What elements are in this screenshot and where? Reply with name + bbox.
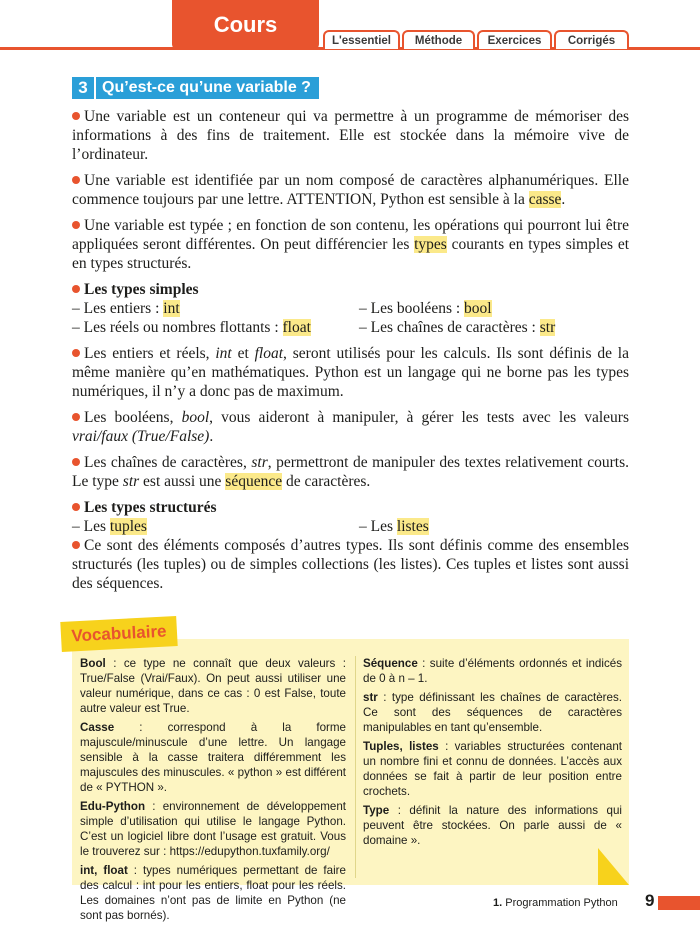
page-number: 9 [645,891,655,910]
highlight-int: int [163,300,180,317]
tab-cours[interactable] [172,0,319,50]
paragraph-text: Une variable est identifiée par un nom composé de caractères alphanumériques. Elle commence toujours par une lettre. ATTENTION, Python est sensible à la [72,172,629,208]
vocab-term: Edu-Python [80,800,146,813]
section-title [72,77,319,99]
vocab-term: Casse [80,721,115,734]
vocab-term: int, float [80,864,128,877]
paragraph-definition [72,107,629,164]
italic-term: str [122,473,140,490]
paragraph-text: , permettront de manipuler des textes relativement courts. Le type [72,454,629,490]
vocab-entry-type [363,803,622,848]
italic-term: float [254,345,284,362]
tab-exercices[interactable]: Exercices [477,30,552,49]
paragraph-text: Les chaînes de caractères, [84,454,252,471]
tab-methode[interactable]: Méthode [402,30,475,49]
simple-types-title [72,280,629,299]
tab-essentiel[interactable]: L'essentiel [323,30,400,49]
paragraph-text: et [231,345,255,362]
vocab-entry-int-float [80,863,346,923]
paragraph-structured [72,536,629,593]
paragraph-numeric [72,344,629,401]
section-heading: Qu’est-ce qu’une variable ? [96,77,319,99]
vocab-entry-casse [80,720,346,795]
type-tuples [72,517,359,536]
paragraph-text: Les entiers et réels, [84,345,216,362]
main-text [72,107,629,600]
heading-text: Les types structurés [84,499,217,516]
highlight-listes: listes [396,518,429,535]
bullet-icon [72,413,80,421]
paragraph-text: Une variable est un conteneur qui va permettre à un programme de mémoriser des informations à des fins de traitement. Elle est stockée dans la mémoire vive de l’ordinateur. [72,108,629,163]
type-reels [72,318,359,337]
vocab-term: Séquence [363,657,418,670]
paragraph-text: courants en types simples et en types structurés. [72,236,629,272]
vocab-definition: : environnement de développement simple d’utilisation qui utilise le langage Python. C’est un logiciel libre dont l’usage est gratuit. Vous le trouverez sur : https://edupython.tuxfamily.org/ [80,800,346,858]
paragraph-typing [72,216,629,273]
vocab-term: Tuples, listes [363,740,439,753]
bullet-icon [72,112,80,120]
italic-term: int [215,345,232,362]
bullet-icon [72,541,80,549]
paragraph-booleans [72,408,629,446]
paragraph-text: Ce sont des éléments composés d’autres types. Ils sont définis comme des ensembles structurés (les tuples) ou de simples collections (les listes). Ces tuples et listes sont aussi des séquences. [72,537,629,592]
paragraph-text: . [561,191,566,208]
vocab-definition: : type définissant les chaînes de caractères. Ce sont des séquences de caractères manipulables en tant qu’ensemble. [363,691,622,734]
structured-types-title [72,498,629,517]
bullet-icon [72,285,80,293]
vocab-term: Bool [80,657,106,670]
highlight-tuples: tuples [109,518,147,535]
type-listes [359,517,429,536]
bullet-icon [72,503,80,511]
footer-accent-bar [658,896,700,910]
tab-cours-label: Cours [213,12,278,37]
vocab-definition: : variables structurées contenant un nombre fini et connu de données. L’accès aux données se fait à partir de leur position entre crochets. [363,740,622,798]
highlight-sequence: séquence [225,473,283,490]
italic-term: vrai/faux (True/False) [72,428,210,445]
type-chaines [359,318,555,337]
vocabulary-column-left [80,656,346,927]
vocab-entry-sequence [363,656,622,686]
vocab-entry-tuples [363,739,622,799]
paragraph-text: Une variable est typée ; en fonction de son contenu, les opérations qui pourront lui être appliquées seront différentes. On peut différencier les [72,217,629,253]
italic-term: bool [181,409,210,426]
page-fold-corner [598,848,629,885]
highlight-casse: casse [528,191,562,208]
paragraph-text: , seront utilisés pour les calculs. Ils sont définis de la même manière qu’en mathématiques. Python est un langage qui ne borne pas les types numériques, il n’y a donc pas de maximum. [72,345,629,400]
heading-text: Les types simples [84,281,199,298]
vocab-entry-bool [80,656,346,716]
vocab-term: str [363,691,378,704]
vocab-definition: : suite d’éléments ordonnés et indicés de 0 à n – 1. [363,657,622,685]
highlight-float: float [282,319,311,336]
type-label: – Les [72,518,110,535]
section-number: 3 [72,77,94,99]
paragraph-text: est aussi une [139,473,226,490]
type-label: – Les entiers : [72,300,164,317]
paragraph-text: . [209,428,214,445]
type-booleens [359,299,492,318]
bullet-icon [72,176,80,184]
tab-corriges[interactable]: Corrigés [554,30,629,49]
highlight-types: types [414,236,447,253]
bullet-icon [72,458,80,466]
type-label: – Les [359,518,397,535]
vocab-definition: : types numériques permettant de faire des calcul : int pour les entiers, float pour les réels. Les domaines n’ont pas de limite en Python (ne sont pas bornés). [80,864,346,922]
type-entiers [72,299,359,318]
highlight-str: str [539,319,556,336]
structured-types-block [72,498,629,536]
bullet-icon [72,349,80,357]
chapter-title: Programmation Python [502,897,618,909]
simple-types-block [72,280,629,337]
vocab-definition: : ce type ne connaît que deux valeurs : True/False (Vrai/Faux). On peut aussi utiliser une valeur numérique, dans ce cas : 0 est False, toute autre valeur est True. [80,657,346,715]
vocabulary-column-right [363,656,622,852]
bullet-icon [72,221,80,229]
type-label: – Les chaînes de caractères : [359,319,540,336]
vocab-definition: : définit la nature des informations qui peuvent être stockées. On parle aussi de « domaine ». [363,804,622,847]
paragraph-identification [72,171,629,209]
vocab-entry-str [363,690,622,735]
type-label: – Les booléens : [359,300,465,317]
vocab-term: Type [363,804,390,817]
paragraph-text: de caractères. [282,473,371,490]
paragraph-strings [72,453,629,491]
type-label: – Les réels ou nombres flottants : [72,319,283,336]
chapter-number: 1. [493,897,503,909]
vocabulary-divider [355,656,356,878]
paragraph-text: , vous aideront à manipuler, à gérer les tests avec les valeurs [209,409,629,426]
types-row-3 [72,517,629,536]
types-row-1 [72,299,629,318]
footer-chapter [493,897,618,909]
vocabulary-tag: Vocabulaire [60,616,177,652]
types-row-2 [72,318,629,337]
paragraph-text: Les booléens, [84,409,182,426]
vocab-definition: : correspond à la forme majuscule/minuscule d’une lettre. Un langage sensible à la casse traitera différemment les majuscules des minuscules. « python » est différent de « PYTHON ». [80,721,346,794]
vocab-entry-edupython [80,799,346,859]
highlight-bool: bool [464,300,492,317]
italic-term: str [251,454,268,471]
